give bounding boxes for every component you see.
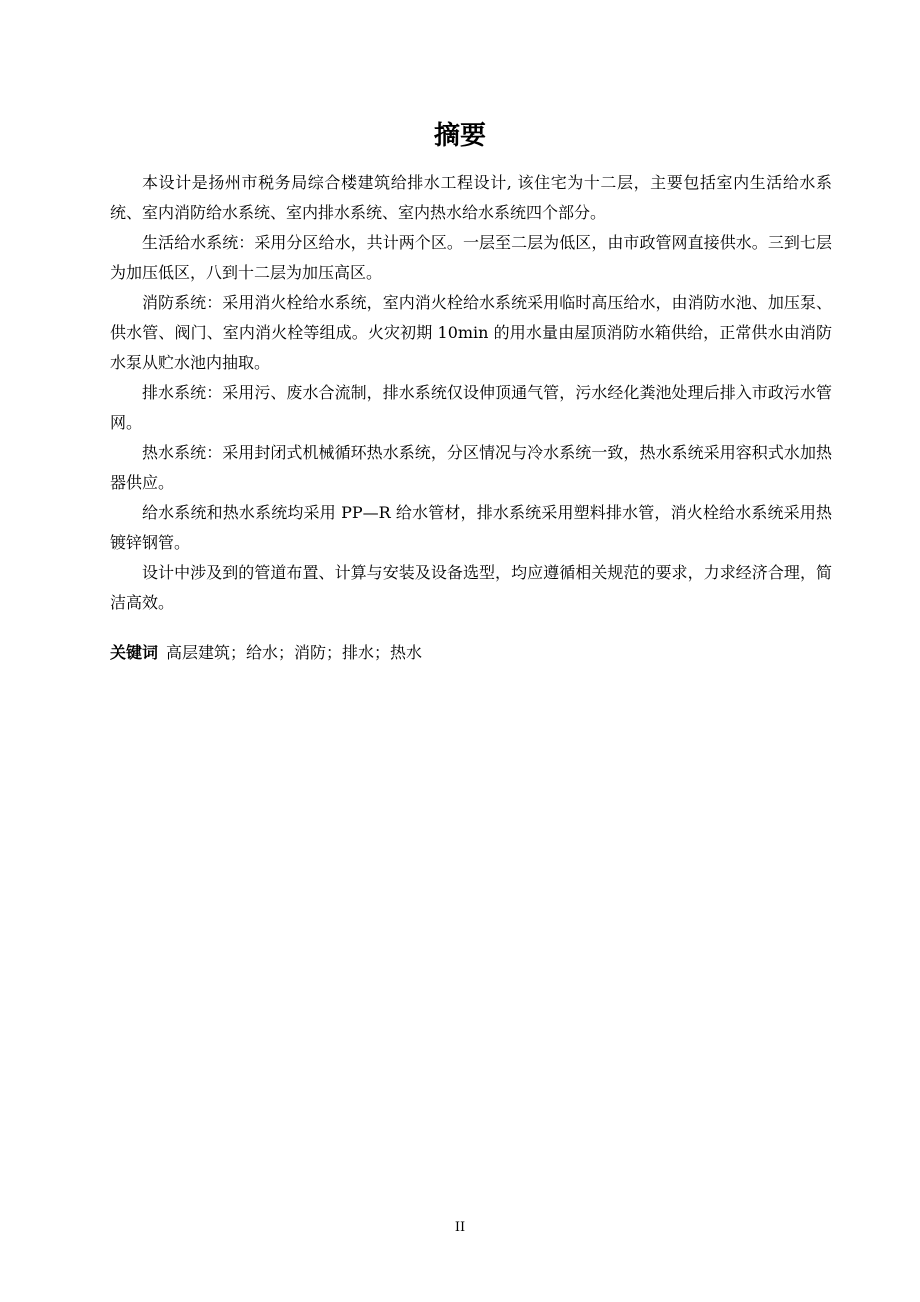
keywords-text: 高层建筑；给水；消防；排水；热水 [166,643,423,662]
paragraph-pipe-materials: 给水系统和热水系统均采用 PP—R 给水管材，排水系统采用塑料排水管，消火栓给水系统采用热镀锌钢管。 [110,503,832,552]
paragraph-fire-system: 消防系统：采用消火栓给水系统，室内消火栓给水系统采用临时高压给水，由消防水池、加压泵、供水管、阀门、室内消火栓等组成。火灾初期 10min 的用水量由屋顶消防水箱供给，正常供水由消防水泵从贮水池内抽取。 [110,293,832,372]
page-number: II [454,1220,466,1235]
paragraph-overview: 本设计是扬州市税务局综合楼建筑给排水工程设计, 该住宅为十二层，主要包括室内生活给水系统、室内消防给水系统、室内排水系统、室内热水给水系统四个部分。 [110,173,832,222]
paragraph-design-principles: 设计中涉及到的管道布置、计算与安装及设备选型，均应遵循相关规范的要求，力求经济合理，简洁高效。 [110,563,832,612]
abstract-title: 摘要 [433,121,486,151]
keywords-label: 关键词 [110,643,159,662]
keywords-line [110,638,832,668]
paragraph-drainage: 排水系统：采用污、废水合流制，排水系统仅设伸顶通气管，污水经化粪池处理后排入市政污水管网。 [110,383,832,432]
abstract-body [110,168,832,668]
paragraph-domestic-water: 生活给水系统：采用分区给水，共计两个区。一层至二层为低区，由市政管网直接供水。三到七层为加压低区，八到十二层为加压高区。 [110,233,832,282]
paragraph-hot-water: 热水系统：采用封闭式机械循环热水系统，分区情况与冷水系统一致，热水系统采用容积式水加热器供应。 [110,443,832,492]
